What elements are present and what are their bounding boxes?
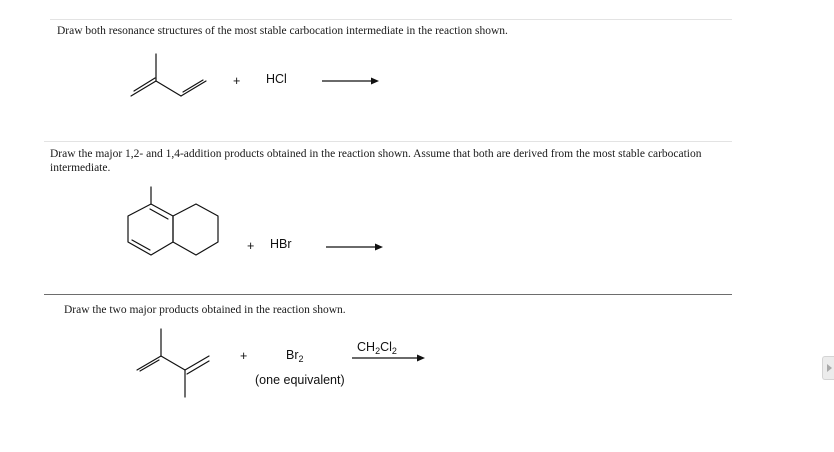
section-divider-2	[44, 141, 732, 142]
dimethyl-diene-structure	[135, 328, 225, 403]
solvent-ch: CH	[357, 340, 376, 354]
reaction-arrow-1	[322, 76, 382, 86]
solvent-cl: Cl	[380, 340, 392, 354]
reaction-arrow-2	[326, 242, 386, 252]
question-3-prompt: Draw the two major products obtained in the reaction shown.	[64, 304, 346, 316]
reagent-br2-subscript: 2	[298, 354, 304, 364]
plus-sign-3: +	[240, 349, 248, 363]
plus-sign-2: +	[247, 239, 255, 253]
solvent-sub-2: 2	[391, 346, 397, 356]
solvent-sub-1: 2	[375, 346, 381, 356]
plus-sign-1: +	[233, 74, 241, 88]
question-2-prompt: Draw the major 1,2- and 1,4-addition products obtained in the reaction shown. Assume that both are derived from the most stable carbocation intermediate.	[50, 148, 702, 174]
section-divider-3	[44, 294, 732, 295]
reaction-arrow-3	[352, 353, 432, 363]
reagent-hbr: HBr	[270, 237, 292, 251]
question-1-prompt: Draw both resonance structures of the most stable carbocation intermediate in the reaction shown.	[57, 25, 508, 37]
reagent-hcl: HCl	[266, 72, 287, 86]
reagent-br2	[286, 348, 304, 364]
reagent-br2-main: Br	[286, 348, 299, 362]
reagent-equivalent-note: (one equivalent)	[255, 373, 345, 387]
bicyclic-diene-structure	[120, 185, 230, 275]
top-divider	[50, 19, 732, 20]
diene-structure-1	[125, 50, 225, 100]
side-expand-handle[interactable]	[822, 356, 834, 380]
